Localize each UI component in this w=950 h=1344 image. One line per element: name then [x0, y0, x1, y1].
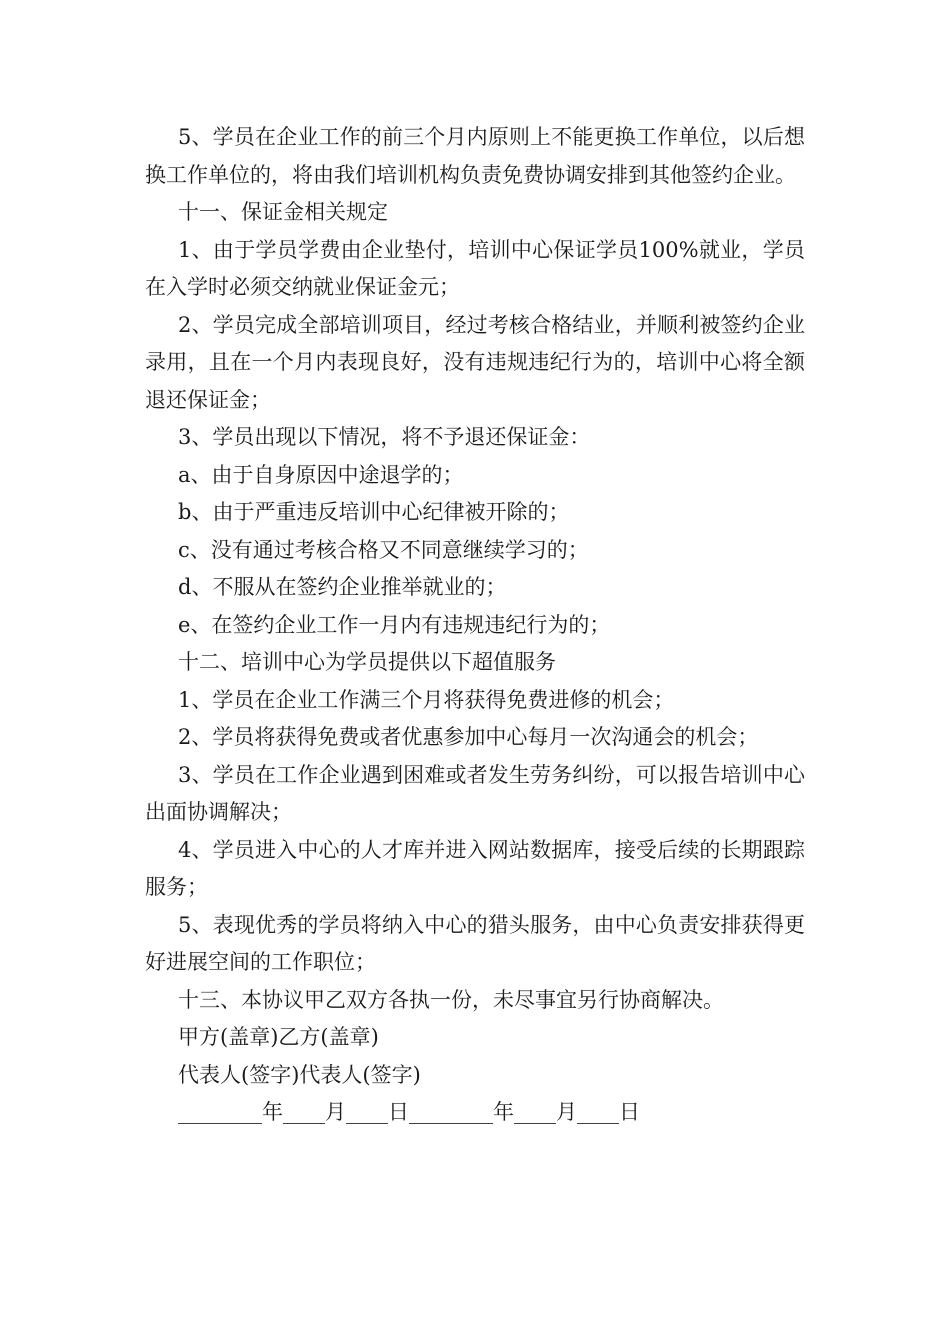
signature-representative-line: 代表人(签字)代表人(签字) [178, 1062, 421, 1087]
paragraph-deposit-1: 1、由于学员学费由企业垫付，培训中心保证学员100%就业，学员在入学时必须交纳就业保证金元； [145, 237, 805, 299]
signature-date-line: ________年____月____日________年____月____日 [178, 1100, 640, 1124]
paragraph-deposit-2: 2、学员完成全部培训项目，经过考核合格结业，并顺利被签约企业录用，且在一个月内表现良好，没有违规违纪行为的，培训中心将全额退还保证金； [145, 312, 805, 412]
signature-seal-line: 甲方(盖章)乙方(盖章) [178, 1025, 379, 1049]
paragraph-service-3: 3、学员在工作企业遇到困难或者发生劳务纠纷，可以报告培训中心出面协调解决； [145, 762, 805, 824]
paragraph-service-4: 4、学员进入中心的人才库并进入网站数据库，接受后续的长期跟踪服务； [145, 837, 805, 899]
paragraph-service-1: 1、学员在企业工作满三个月将获得免费进修的机会； [178, 687, 675, 712]
list-item-d: d、不服从在签约企业推举就业的； [178, 575, 507, 599]
paragraph-clause-5-job-change: 5、学员在企业工作的前三个月内原则上不能更换工作单位，以后想换工作单位的，将由我们培训机构负责免费协调安排到其他签约企业。 [145, 125, 805, 187]
paragraph-service-5: 5、表现优秀的学员将纳入中心的猎头服务，由中心负责安排获得更好进展空间的工作职位； [145, 912, 805, 974]
list-item-c: c、没有通过考核合格又不同意继续学习的； [178, 537, 589, 562]
section-heading-12-services: 十二、培训中心为学员提供以下超值服务 [178, 650, 556, 674]
paragraph-service-2: 2、学员将获得免费或者优惠参加中心每月一次沟通会的机会； [178, 725, 759, 749]
paragraph-deposit-3: 3、学员出现以下情况，将不予退还保证金： [178, 425, 591, 449]
list-item-a: a、由于自身原因中途退学的； [178, 462, 464, 487]
section-heading-13-copies: 十三、本协议甲乙双方各执一份，未尽事宜另行协商解决。 [178, 987, 724, 1012]
list-item-e: e、在签约企业工作一月内有违规违纪行为的； [178, 612, 611, 637]
document-page [145, 119, 805, 1132]
list-item-b: b、由于严重违反培训中心纪律被开除的； [178, 500, 570, 524]
section-heading-11-deposit: 十一、保证金相关规定 [178, 200, 388, 224]
